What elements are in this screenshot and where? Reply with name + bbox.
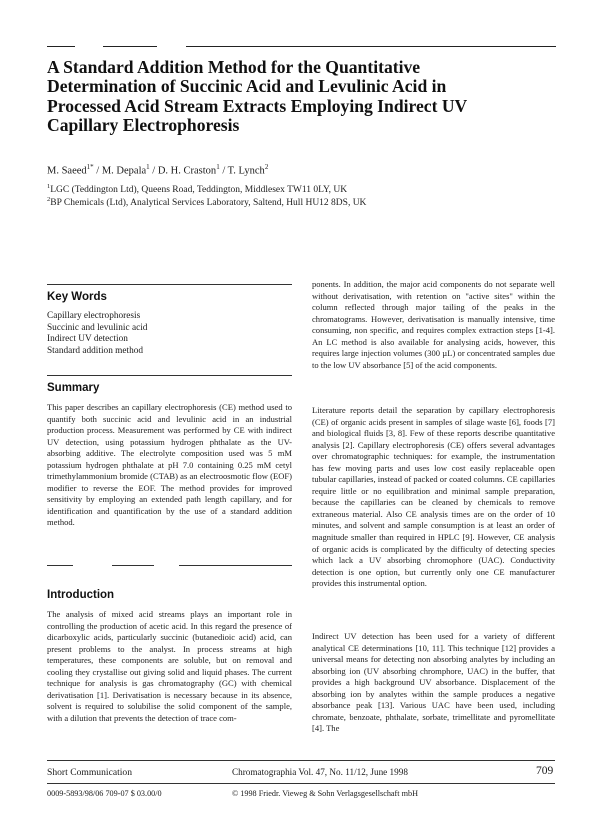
affiliation-2 (47, 196, 366, 208)
right-column-paragraph-3: Indirect UV detection has been used for a variety of different analytical CE determinations [10, 11]. This technique [12] provides a universal means for detecting non absorbing analytes by including an absorbing ion (UV absorbing chromphore, UAC) in the buffer, that provides a high background UV absorbance. Displacement of the absorbing ion by analytes within the sample produces a negative absorbance peak [13]. Various UAC have been used, including chromate, benzoate, phthalate, sorbate, trimellitate and pyromellitate [4]. The (312, 631, 555, 734)
intro-rule-c (179, 565, 292, 566)
right-column-paragraph-2: Literature reports detail the separation by capillary electrophoresis (CE) of organic acids present in samples of silage waste [6], foods [7] and biological fluids [3, 8]. Few of these reports describe quantitative analysis [2]. Capillary electrophoresis (CE) offers several advantages over chromatographic techniques: for example, the instrumentation has few moving parts and uses low cost easily replaceable open tubular capillaries, instead of packed or coated columns. CE capillaries require little or no equilibration and minimal sample preparation, because the capillaries can be cleaned by chemicals to remove extraneous material. Also CE analysis times are on the order of 10 minutes, and solvent and sample consumption is at least an order of magnitude smaller than required in HPLC [9]. However, CE analysis of organic acids is complicated by the difficulty of detecting species which lack a UV absorbing chromophore (UAC). Conductivity detection is one option, but currently only one CE manufacturer provides this instrumental option. (312, 405, 555, 589)
summary-text: This paper describes an capillary electrophoresis (CE) method used to quantify both succinic acid and levulinic acid in an industrial production process. Measurement was performed by CE with indirect UV detection, using potassium hydrogen phthalate as the UV-absorbing additive. The electrolyte composition used was 5 mM potassium hydrogen phthalate at pH 7.0 containing 0.25 mM cetyl trimethylammonium bromide (CTAB) as an electroosmotic flow (EOF) modifier to reverse the EOF. The method provides for improved sensitivity by employing an extended path length capillary, and for identification and quantification by the use of a standard addition method. (47, 402, 292, 528)
affiliation-1-marker: 1 (47, 183, 51, 190)
intro-rule-a (47, 565, 73, 566)
author-affiliation-marker: 1 (216, 163, 220, 171)
keyword-item: Capillary electrophoresis (47, 311, 141, 321)
keywords-heading: Key Words (47, 291, 107, 303)
author-name: M. Saeed (47, 165, 87, 177)
keywords-rule (47, 284, 292, 285)
header-rule-middle (103, 46, 157, 47)
keyword-item: Indirect UV detection (47, 334, 128, 345)
article-type: Short Communication (47, 767, 133, 778)
page-number: 709 (536, 765, 554, 777)
author-separator: / (219, 165, 228, 177)
summary-heading: Summary (47, 382, 100, 394)
author-separator: / (149, 165, 158, 177)
footer-rule-lower (47, 783, 555, 784)
journal-citation: Chromatographia Vol. 47, No. 11/12, June 1998 (232, 767, 408, 777)
author-affiliation-marker: 1 (146, 163, 150, 171)
introduction-text: The analysis of mixed acid streams plays an important role in controlling the production of acetic acid. In this regard the presence of dicarboxylic acids, particularly succinic (butanedioic acid) acid, can present problems to the analyst. In process streams at high temperatures, these components are soluble, but on removal and cooling they crystallise out giving solid and liquid phases. The current technique for analysis is gas chromatography (GC) with chemical derivatisation [1]. Derivatisation is necessary because in its absence, solvent is required to solubilise the solid component of the sample, with a dilution that prevents the detection of trace com- (47, 609, 292, 723)
author-separator: / (93, 165, 102, 177)
author-name: D. H. Craston (157, 165, 217, 177)
author-affiliation-marker: 2 (264, 163, 269, 171)
summary-rule (47, 375, 292, 376)
author-name: T. Lynch (227, 165, 265, 177)
issn-code: 0009-5893/98/06 709-07 $ 03.00/0 (47, 789, 162, 798)
introduction-heading: Introduction (47, 589, 115, 601)
affiliation-1 (47, 183, 347, 195)
header-rule-left (47, 46, 75, 47)
affiliation-2-text: BP Chemicals (Ltd), Analytical Services Laboratory, Saltend, Hull HU12 8DS, UK (50, 198, 367, 209)
footer-rule (47, 760, 555, 761)
intro-rule-b (112, 565, 154, 566)
affiliation-1-text: LGC (Teddington Ltd), Queens Road, Teddington, Middlesex TW11 0LY, UK (50, 185, 348, 196)
author-affiliation-marker: 1* (86, 163, 94, 171)
author-name: M. Depala (101, 165, 147, 177)
author-list (47, 163, 268, 177)
keyword-item: Succinic and levulinic acid (47, 322, 148, 333)
keyword-item: Standard addition method (47, 345, 144, 356)
paper-title: A Standard Addition Method for the Quantitative Determination of Succinic Acid and Levulinic Acid in Processed Acid Stream Extracts Employing Indirect UV Capillary Electrophoresis (47, 57, 467, 136)
header-rule-right (186, 46, 556, 47)
affiliation-2-marker: 2 (47, 196, 51, 203)
keywords-list (47, 311, 147, 357)
copyright-notice: © 1998 Friedr. Vieweg & Sohn Verlagsgesellschaft mbH (232, 789, 418, 798)
right-column-paragraph-1: ponents. In addition, the major acid components do not separate well without derivatisation, with retention on "active sites" within the column reflected through major tailing of the peaks in the chromatograms. However, derivatisation is manually intensive, time consuming, non specific, and requires complex extraction steps [1-4]. An LC method is also available for analysing acids, however, this requires large injection volumes (300 µL) or concentrated samples due to the low UV absorbance [5] of the acid components. (312, 279, 555, 370)
